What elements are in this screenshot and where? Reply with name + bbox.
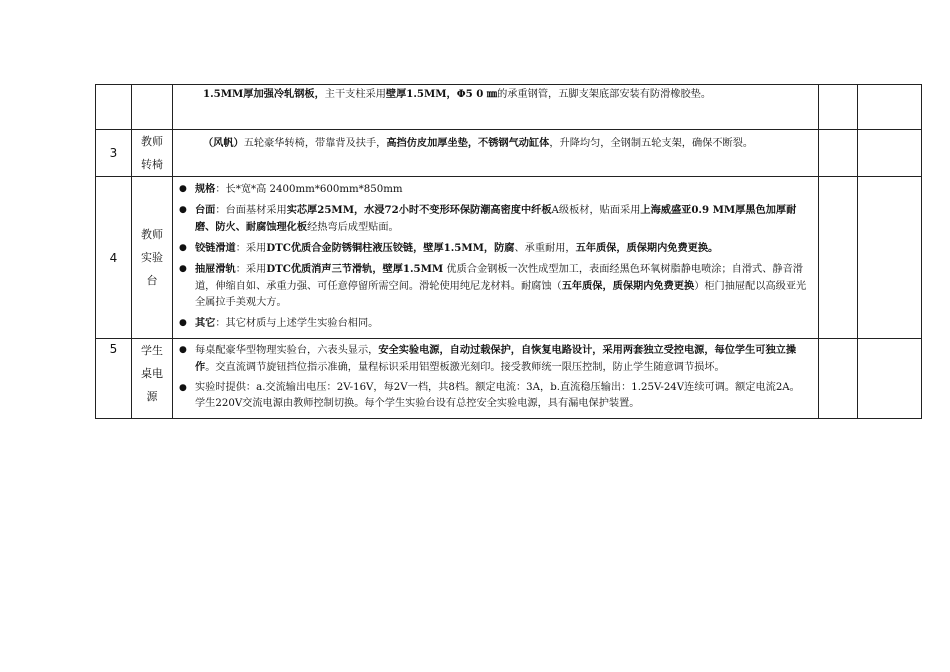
- item-name-cell: [132, 130, 173, 177]
- empty-cell: [858, 339, 922, 419]
- item-name-line: 学生: [141, 344, 163, 357]
- table-row: [96, 339, 922, 419]
- bold-text-run: 台面: [195, 204, 216, 216]
- bullet-icon: ●: [179, 318, 187, 328]
- table-row: [96, 130, 922, 177]
- table-row: [96, 85, 922, 130]
- bold-text-run: 上海威盛亚0.9 MM厚黑色加厚耐磨、防火、耐腐蚀理化板: [195, 204, 797, 233]
- empty-cell: [819, 339, 858, 419]
- description-paragraph: [203, 135, 806, 152]
- bold-text-run: 其它: [195, 317, 216, 329]
- text-run: ：采用: [235, 243, 267, 254]
- item-number-cell: [96, 177, 132, 339]
- text-run: ：采用: [235, 264, 267, 275]
- bullet-icon: ●: [179, 264, 187, 274]
- bold-text-run: 抽屉滑轨: [195, 263, 236, 275]
- item-name-line: 教师: [141, 228, 163, 241]
- bullet-item: [179, 261, 810, 311]
- empty-cell: [819, 130, 858, 177]
- item-number: 4: [109, 250, 118, 265]
- empty-cell: [819, 85, 858, 130]
- bullet-item: [179, 181, 810, 198]
- item-name-line: 桌电: [141, 367, 163, 380]
- bold-text-run: 铰链滑道: [195, 242, 236, 254]
- text-run: 每桌配豪华型物理实验台，六表头显示，: [195, 345, 379, 356]
- text-run: 经热弯后成型贴面。: [307, 222, 399, 233]
- item-number: 5: [109, 342, 118, 356]
- bold-text-run: 安全实验电源，自动过载保护，自恢复电路设计，采用两套独立受控电源，每位学生可独立操作: [195, 344, 797, 373]
- table-row: [96, 177, 922, 339]
- item-description-cell: [173, 130, 819, 177]
- bullet-icon: ●: [179, 243, 187, 253]
- item-name-cell: [132, 85, 173, 130]
- item-number-cell: [96, 130, 132, 177]
- item-description-cell: [173, 339, 819, 419]
- item-name-line: 源: [146, 390, 158, 403]
- bold-text-run: 实芯厚25MM，水浸72小时不变形环保防潮高密度中纤板: [286, 204, 552, 216]
- text-run: 主干支柱采用: [324, 89, 386, 100]
- bullet-item: [179, 240, 810, 257]
- text-run: ：台面基材采用: [215, 205, 287, 216]
- bullet-icon: ●: [179, 184, 187, 194]
- item-name-cell: [132, 339, 173, 419]
- text-run: ，升降均匀，全钢制五轮支架，确保不断裂。: [549, 138, 754, 149]
- text-run: 、承重耐用，: [514, 243, 576, 254]
- bullet-text: [195, 240, 810, 257]
- empty-cell: [858, 130, 922, 177]
- bold-text-run: 1.5MM厚加强冷轧钢板，: [203, 88, 325, 100]
- bold-text-run: DTC优质消声三节滑轨，壁厚1.5MM: [266, 263, 444, 275]
- bullet-text: [195, 380, 810, 412]
- bold-text-run: 规格: [195, 183, 216, 195]
- text-run: ：其它材质与上述学生实验台相同。: [215, 318, 379, 329]
- item-number-cell: [96, 339, 132, 419]
- bullet-item: [179, 342, 810, 376]
- text-run: 的承重钢管，五脚支架底部安装有防滑橡胶垫。: [497, 89, 712, 100]
- description-paragraph: [203, 86, 782, 103]
- empty-cell: [858, 85, 922, 130]
- bullet-icon: ●: [179, 383, 187, 393]
- bold-text-run: 高挡仿皮加厚坐垫，不锈钢气动缸体: [386, 137, 550, 149]
- item-name-line: 教师: [141, 135, 163, 148]
- bullet-text: [195, 315, 810, 332]
- text-run: 实验时提供：a.交流输出电压：2V-16V，每2V一档，共8档。额定电流：3A，b.直流稳压输出：1.25V-24V连续可调。额定电流2A。学生220V交流电源由教师控制切换。每个学生实验台设有总控安全实验电源，具有漏电保护装置。: [195, 382, 800, 409]
- empty-cell: [819, 177, 858, 339]
- item-number: 3: [109, 146, 118, 160]
- text-run: 五轮豪华转椅，带靠背及扶手，: [243, 138, 387, 149]
- item-name-line: 台: [146, 274, 158, 287]
- bullet-text: [195, 261, 810, 311]
- bold-text-run: （风帆）: [203, 137, 244, 149]
- empty-cell: [858, 177, 922, 339]
- bullet-item: [179, 315, 810, 332]
- text-run: A级板材，贴面采用: [551, 205, 641, 216]
- bullet-item: [179, 380, 810, 412]
- bullet-text: [195, 202, 810, 236]
- item-name-line: 实验: [141, 251, 163, 264]
- text-run: ）柜门抽屉配以高级亚光全属拉手美观大方。: [195, 281, 807, 308]
- bullet-icon: ●: [179, 345, 187, 355]
- bold-text-run: 五年质保，质保期内免费更换。: [575, 242, 719, 254]
- bold-text-run: 壁厚1.5MM，Φ5 0 ㎜: [385, 88, 498, 100]
- item-name-cell: [132, 177, 173, 339]
- item-description-cell: [173, 85, 819, 130]
- bullet-text: [195, 342, 810, 376]
- text-run: 优质合金钢板一次性成型加工，表面经黑色环氧树脂静电喷涂；自滑式、静音滑道，伸缩自如、承重力强、可任意停留所需空间。滑轮使用纯尼龙材料。耐腐蚀（: [195, 264, 803, 292]
- bullet-icon: ●: [179, 205, 187, 215]
- item-number-cell: [96, 85, 132, 130]
- spec-table: [95, 84, 922, 419]
- bullet-text: [195, 181, 810, 198]
- bold-text-run: 五年质保，质保期内免费更换: [561, 280, 695, 292]
- text-run: ：长*宽*高 2400mm*600mm*850mm: [215, 184, 403, 195]
- item-description-cell: [173, 177, 819, 339]
- item-name-line: 转椅: [141, 158, 163, 171]
- bold-text-run: DTC优质合金防锈铜柱液压铰链，壁厚1.5MM，防腐: [266, 242, 515, 254]
- text-run: 。交直流调节旋钮挡位指示准确，量程标识采用铝塑板激光刻印。接受教师统一限压控制，防止学生随意调节损坏。: [205, 362, 725, 373]
- bullet-item: [179, 202, 810, 236]
